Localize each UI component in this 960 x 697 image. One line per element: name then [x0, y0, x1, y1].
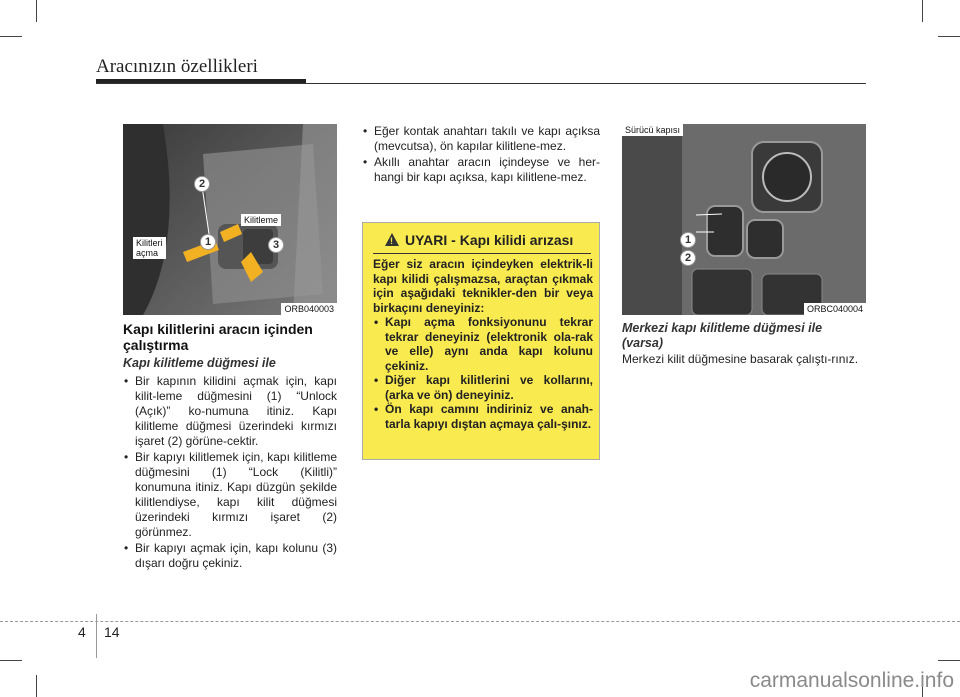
crop-mark	[36, 675, 37, 697]
instruction-list	[123, 374, 337, 572]
section-text: Merkezi kilit düğmesine basarak çalıştı-rınız.	[622, 352, 859, 366]
warning-item: • Ön kapı camını indiriniz ve anah-tarla kapıyı dıştan açmaya çalı-şınız.	[373, 402, 593, 431]
crop-mark	[0, 36, 22, 37]
callout-1: 1	[680, 232, 696, 248]
callout-1: 1	[200, 234, 216, 250]
watermark: carmanualsonline.info	[749, 669, 954, 692]
callout-3: 3	[268, 237, 284, 253]
label-lock: Kilitleme	[241, 214, 281, 226]
warning-rule	[373, 253, 591, 254]
callout-2: 2	[194, 176, 210, 192]
figure-caption: ORBC040004	[804, 303, 866, 315]
page-header-title: Aracınızın özellikleri	[96, 56, 258, 77]
footer-rule	[0, 621, 960, 622]
label-unlock: Kilitleri açma	[133, 237, 166, 259]
list-item: • Bir kapının kilidini açmak için, kapı kilit-leme düğmesini (1) “Unlock (Açık)” ko-numuna itiniz. Kapı kilitleme düğmesi üzerindeki kırmızı işaret (2) görüne-cektir.	[123, 374, 337, 449]
warning-item: • Kapı açma fonksiyonunu tekrar tekrar deneyiniz (elektronik ola-rak ve elle) aynı anda kapı kolunu çekiniz.	[373, 315, 593, 373]
warning-list	[373, 315, 593, 431]
warning-intro: Eğer siz aracın içindeyken elektrik-li kapı kilidi çalışmazsa, araçtan çıkmak için aşağıdaki teknikler-den bir veya birkaçını deneyiniz:	[373, 257, 593, 315]
page-divider	[96, 614, 97, 658]
label-driver-door: Sürücü kapısı	[622, 124, 683, 136]
crop-mark	[36, 0, 37, 22]
door-lock-photo	[123, 124, 337, 315]
section-subheading: Kapı kilitleme düğmesi ile	[123, 356, 276, 370]
warning-item: • Diğer kapı kilitlerini ve kollarını, (arka ve ön) deneyiniz.	[373, 373, 593, 402]
door-lock-illustration	[123, 124, 337, 315]
section-heading: Kapı kilitlerini aracın içinden çalıştırma	[123, 321, 313, 353]
crop-mark	[0, 660, 22, 661]
figure-caption: ORB040003	[281, 303, 337, 315]
list-item: • Eğer kontak anahtarı takılı ve kapı açıksa (mevcutsa), ön kapılar kilitlene-mez.	[362, 124, 600, 154]
central-lock-illustration	[622, 124, 866, 315]
page-number: 14	[104, 624, 120, 640]
list-item: • Akıllı anahtar aracın içindeyse ve her-hangi bir kapı açıksa, kapı kilitlene-mez.	[362, 155, 600, 185]
warning-title: UYARI - Kapı kilidi arızası	[405, 232, 574, 248]
list-item: • Bir kapıyı kilitlemek için, kapı kilitleme düğmesini (1) “Lock (Kilitli)” konumuna itiniz. Kapı düzgün şekilde kilitlendiyse, kapı kilit düğmesi üzerindeki kırmızı işaret (2) görünmez.	[123, 450, 337, 540]
note-list	[362, 124, 600, 186]
callout-2: 2	[680, 250, 696, 266]
crop-mark	[938, 36, 960, 37]
chapter-number: 4	[78, 624, 86, 640]
warning-header	[373, 231, 591, 251]
section-subheading: Merkezi kapı kilitleme düğmesi ile (varsa)	[622, 321, 823, 350]
crop-mark	[938, 660, 960, 661]
list-item: • Bir kapıyı açmak için, kapı kolunu (3) dışarı doğru çekiniz.	[123, 541, 337, 571]
warning-body	[373, 257, 593, 431]
warning-box	[362, 222, 600, 460]
header-rule	[96, 83, 866, 84]
crop-mark	[922, 0, 923, 22]
warning-triangle-icon: !	[385, 233, 399, 246]
central-lock-photo	[622, 124, 866, 315]
